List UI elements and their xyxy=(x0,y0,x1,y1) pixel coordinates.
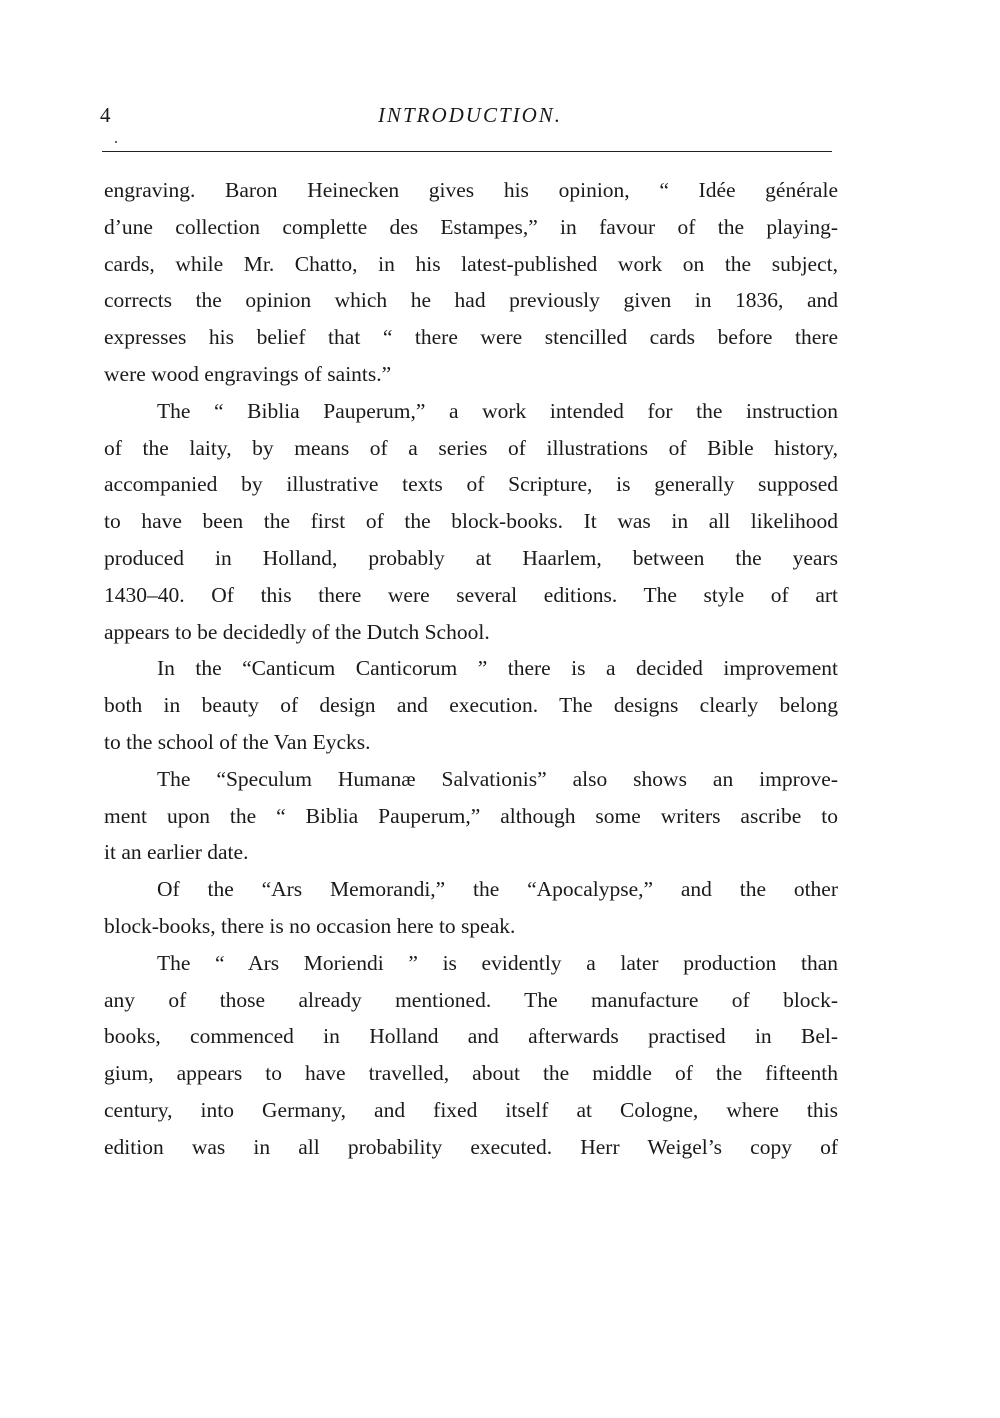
text-line: it an earlier date. xyxy=(104,840,249,865)
text-line: appears to be decidedly of the Dutch School. xyxy=(104,619,490,644)
text-line: to the school of the Van Eycks. xyxy=(104,729,371,754)
page-number: 4 xyxy=(100,103,111,127)
text-line: expresses his belief that “ there were stencilled cards before there xyxy=(104,325,838,350)
body-text xyxy=(104,172,838,1166)
header-rule xyxy=(102,151,832,152)
text-line: books, commenced in Holland and afterwards practised in Bel- xyxy=(104,1024,838,1049)
text-line: edition was in all probability executed. Herr Weigel’s copy of xyxy=(104,1134,838,1159)
text-line: The “Speculum Humanæ Salvationis” also shows an improve- xyxy=(157,766,838,791)
text-line: produced in Holland, probably at Haarlem, between the years xyxy=(104,545,838,570)
text-line: cards, while Mr. Chatto, in his latest-published work on the subject, xyxy=(104,251,838,276)
text-line: to have been the first of the block-books. It was in all likelihood xyxy=(104,509,838,534)
text-line: The “ Ars Moriendi ” is evidently a later production than xyxy=(157,950,838,975)
text-line: both in beauty of design and execution. The designs clearly belong xyxy=(104,693,838,718)
text-line: century, into Germany, and fixed itself at Cologne, where this xyxy=(104,1097,838,1122)
text-line: engraving. Baron Heinecken gives his opinion, “ Idée générale xyxy=(104,178,838,202)
text-line: d’une collection complette des Estampes,” in favour of the playing- xyxy=(104,214,838,239)
text-line: The “ Biblia Pauperum,” a work intended for the instruction xyxy=(157,398,838,423)
text-line: 1430–40. Of this there were several editions. The style of art xyxy=(104,582,838,607)
text-line: In the “Canticum Canticorum ” there is a decided improvement xyxy=(157,656,838,681)
text-line: of the laity, by means of a series of illustrations of Bible history, xyxy=(104,435,838,460)
running-title: INTRODUCTION. xyxy=(377,103,563,127)
text-line: were wood engravings of saints.” xyxy=(104,361,392,386)
text-line: block-books, there is no occasion here to speak. xyxy=(104,913,516,938)
text-line: corrects the opinion which he had previously given in 1836, and xyxy=(104,288,838,313)
text-line: any of those already mentioned. The manufacture of block- xyxy=(104,987,838,1012)
text-line: Of the “Ars Memorandi,” the “Apocalypse,” and the other xyxy=(157,877,838,902)
text-line: accompanied by illustrative texts of Scripture, is generally supposed xyxy=(104,472,838,497)
text-line: ment upon the “ Biblia Pauperum,” although some writers ascribe to xyxy=(104,803,838,828)
text-line: gium, appears to have travelled, about the middle of the fifteenth xyxy=(104,1061,838,1086)
print-speck xyxy=(115,141,117,143)
